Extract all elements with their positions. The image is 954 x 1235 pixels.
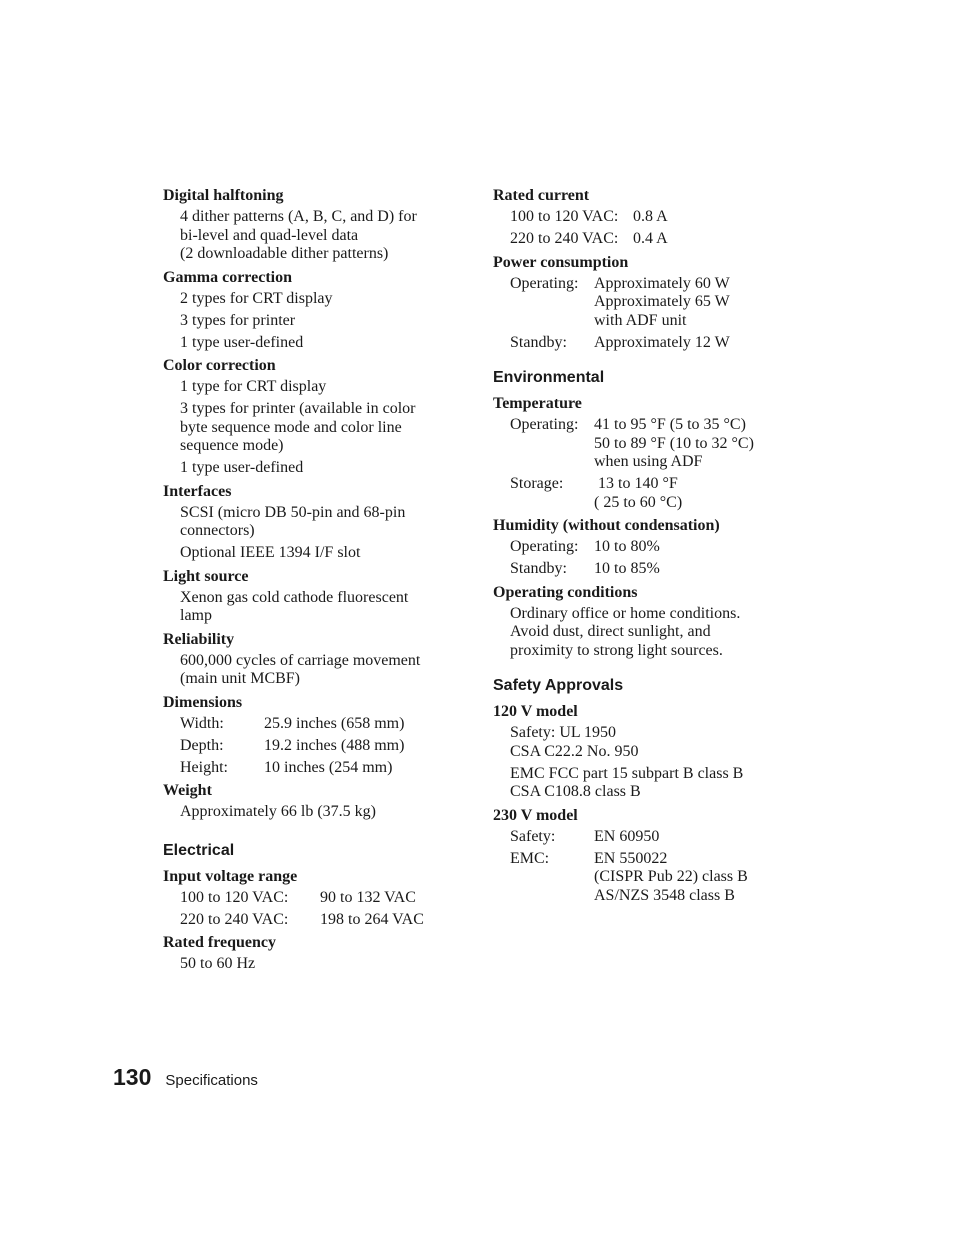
text-line: sequence mode) <box>180 437 284 454</box>
text-line: byte sequence mode and color line <box>180 418 402 436</box>
model-230-label: EMC: <box>510 849 550 867</box>
gamma-item: 2 types for CRT display <box>180 289 333 307</box>
current-label: 100 to 120 VAC: <box>510 208 619 225</box>
current-value: 0.8 A <box>633 208 668 225</box>
text-line: lamp <box>180 607 212 624</box>
humidity-value: 10 to 80% <box>594 538 660 555</box>
voltage-value: 90 to 132 VAC <box>320 888 416 906</box>
dimension-row <box>180 737 463 756</box>
text-line: 600,000 cycles of carriage movement <box>180 651 421 669</box>
text-line: AS/NZS 3548 class B <box>594 886 735 904</box>
model-230-value: EN 60950 <box>594 827 660 845</box>
dimension-row <box>180 715 463 734</box>
page-footer <box>113 1064 258 1091</box>
text-line: when using ADF <box>594 453 703 470</box>
humidity-label: Operating: <box>510 538 579 555</box>
text-line: Ordinary office or home conditions. <box>510 604 741 622</box>
text-line: Approximately 65 W <box>594 293 730 310</box>
operating-conditions-text <box>510 605 823 661</box>
text-line: 4 dither patterns (A, B, C, and D) for <box>180 208 417 225</box>
temperature-row <box>510 416 823 472</box>
voltage-label: 100 to 120 VAC: <box>180 888 289 906</box>
current-label: 220 to 240 VAC: <box>510 230 619 247</box>
light-source-section <box>163 567 463 626</box>
text-line: CSA C22.2 No. 950 <box>510 742 639 760</box>
color-item: 1 type for CRT display <box>180 378 327 395</box>
operating-conditions-heading: Operating conditions <box>493 583 638 601</box>
text-line: EN 550022 <box>594 849 668 867</box>
text-line: 3 types for printer (available in color <box>180 400 416 417</box>
weight-text: Approximately 66 lb (37.5 kg) <box>180 803 376 820</box>
color-correction-heading: Color correction <box>163 357 276 374</box>
temperature-heading: Temperature <box>493 395 582 412</box>
power-label: Operating: <box>510 274 579 292</box>
text-line: 50 to 89 °F (10 to 32 °C) <box>594 434 754 452</box>
gamma-correction-section <box>163 268 463 353</box>
color-correction-section <box>163 356 463 478</box>
text-line: with ADF unit <box>594 311 687 329</box>
operating-conditions-section <box>493 583 823 661</box>
dimension-value: 25.9 inches (658 mm) <box>264 714 405 732</box>
model-120-section <box>493 702 823 802</box>
model-230-heading: 230 V model <box>493 806 578 824</box>
light-source-heading: Light source <box>163 567 249 585</box>
voltage-label: 220 to 240 VAC: <box>180 910 289 928</box>
model-230-row <box>510 850 823 906</box>
section-name: Specifications <box>165 1072 258 1089</box>
humidity-heading: Humidity (without condensation) <box>493 517 720 534</box>
color-item: 1 type user-defined <box>180 459 304 476</box>
temperature-value <box>594 416 823 472</box>
power-value <box>594 275 823 331</box>
gamma-item: 1 type user-defined <box>180 333 304 351</box>
text-line: CSA C108.8 class B <box>510 783 641 800</box>
rated-current-section <box>493 186 823 249</box>
text-line: proximity to strong light sources. <box>510 641 723 659</box>
humidity-section <box>493 516 823 579</box>
model-120-safety <box>510 724 823 761</box>
dimensions-heading: Dimensions <box>163 693 243 711</box>
model-230-row <box>510 828 823 847</box>
dimension-row <box>180 759 463 778</box>
rated-frequency-section <box>163 933 463 974</box>
weight-section <box>163 781 463 822</box>
color-item <box>180 400 463 456</box>
humidity-row <box>510 560 823 579</box>
humidity-row <box>510 538 823 557</box>
current-value: 0.4 A <box>633 230 668 247</box>
model-120-emc <box>510 765 823 802</box>
text-line: Approximately 60 W <box>594 274 730 292</box>
weight-heading: Weight <box>163 782 212 799</box>
voltage-value: 198 to 264 VAC <box>320 910 424 928</box>
text-line: 41 to 95 °F (5 to 35 °C) <box>594 416 746 433</box>
model-230-value <box>594 850 823 906</box>
voltage-row <box>180 911 463 930</box>
environmental-title: Environmental <box>493 369 605 386</box>
humidity-label: Standby: <box>510 560 567 577</box>
interfaces-section <box>163 482 463 563</box>
left-column <box>163 186 463 978</box>
power-value: Approximately 12 W <box>594 333 730 351</box>
power-row <box>510 334 823 353</box>
page-number: 130 <box>113 1064 152 1090</box>
temperature-value <box>594 475 823 512</box>
dimension-value: 19.2 inches (488 mm) <box>264 736 405 754</box>
digital-halftoning-text <box>180 208 463 264</box>
text-line: Xenon gas cold cathode fluorescent <box>180 588 409 606</box>
reliability-text <box>180 652 463 689</box>
text-line: 13 to 140 °F <box>594 475 678 492</box>
light-source-text <box>180 589 463 626</box>
digital-halftoning-section <box>163 186 463 264</box>
power-consumption-section <box>493 253 823 353</box>
gamma-correction-heading: Gamma correction <box>163 268 292 286</box>
dimension-label: Depth: <box>180 736 224 754</box>
text-line: SCSI (micro DB 50-pin and 68-pin <box>180 503 406 521</box>
text-line: ( 25 to 60 °C) <box>594 493 683 511</box>
right-column <box>493 186 823 909</box>
model-230-label: Safety: <box>510 827 556 845</box>
dimension-label: Height: <box>180 758 228 776</box>
input-voltage-heading: Input voltage range <box>163 867 298 885</box>
interfaces-heading: Interfaces <box>163 482 232 500</box>
temperature-label: Operating: <box>510 416 579 433</box>
input-voltage-section <box>163 867 463 930</box>
reliability-section <box>163 630 463 689</box>
electrical-title: Electrical <box>163 841 235 859</box>
temperature-section <box>493 394 823 512</box>
model-120-heading: 120 V model <box>493 703 578 720</box>
interfaces-item: Optional IEEE 1394 I/F slot <box>180 544 361 561</box>
dimension-label: Width: <box>180 714 224 732</box>
text-line: bi-level and quad-level data <box>180 226 359 244</box>
rated-frequency-text: 50 to 60 Hz <box>180 955 256 972</box>
text-line: connectors) <box>180 522 255 539</box>
gamma-item: 3 types for printer <box>180 311 296 329</box>
digital-halftoning-heading: Digital halftoning <box>163 187 284 204</box>
text-line: Safety: UL 1950 <box>510 724 617 741</box>
model-230-section <box>493 806 823 906</box>
reliability-heading: Reliability <box>163 630 235 648</box>
current-row <box>510 230 823 249</box>
text-line: Avoid dust, direct sunlight, and <box>510 623 711 640</box>
power-consumption-heading: Power consumption <box>493 253 629 271</box>
text-line: EMC FCC part 15 subpart B class B <box>510 764 744 782</box>
text-line: (main unit MCBF) <box>180 670 301 687</box>
power-label: Standby: <box>510 333 567 351</box>
interfaces-item <box>180 504 463 541</box>
voltage-row <box>180 889 463 908</box>
power-row <box>510 275 823 331</box>
safety-approvals-title: Safety Approvals <box>493 677 624 694</box>
rated-frequency-heading: Rated frequency <box>163 934 277 951</box>
text-line: (2 downloadable dither patterns) <box>180 245 389 262</box>
text-line: (CISPR Pub 22) class B <box>594 868 748 885</box>
temperature-label: Storage: <box>510 475 564 492</box>
humidity-value: 10 to 85% <box>594 560 660 577</box>
temperature-row <box>510 475 823 512</box>
current-row <box>510 208 823 227</box>
rated-current-heading: Rated current <box>493 187 590 204</box>
dimensions-section <box>163 693 463 778</box>
dimension-value: 10 inches (254 mm) <box>264 758 393 776</box>
